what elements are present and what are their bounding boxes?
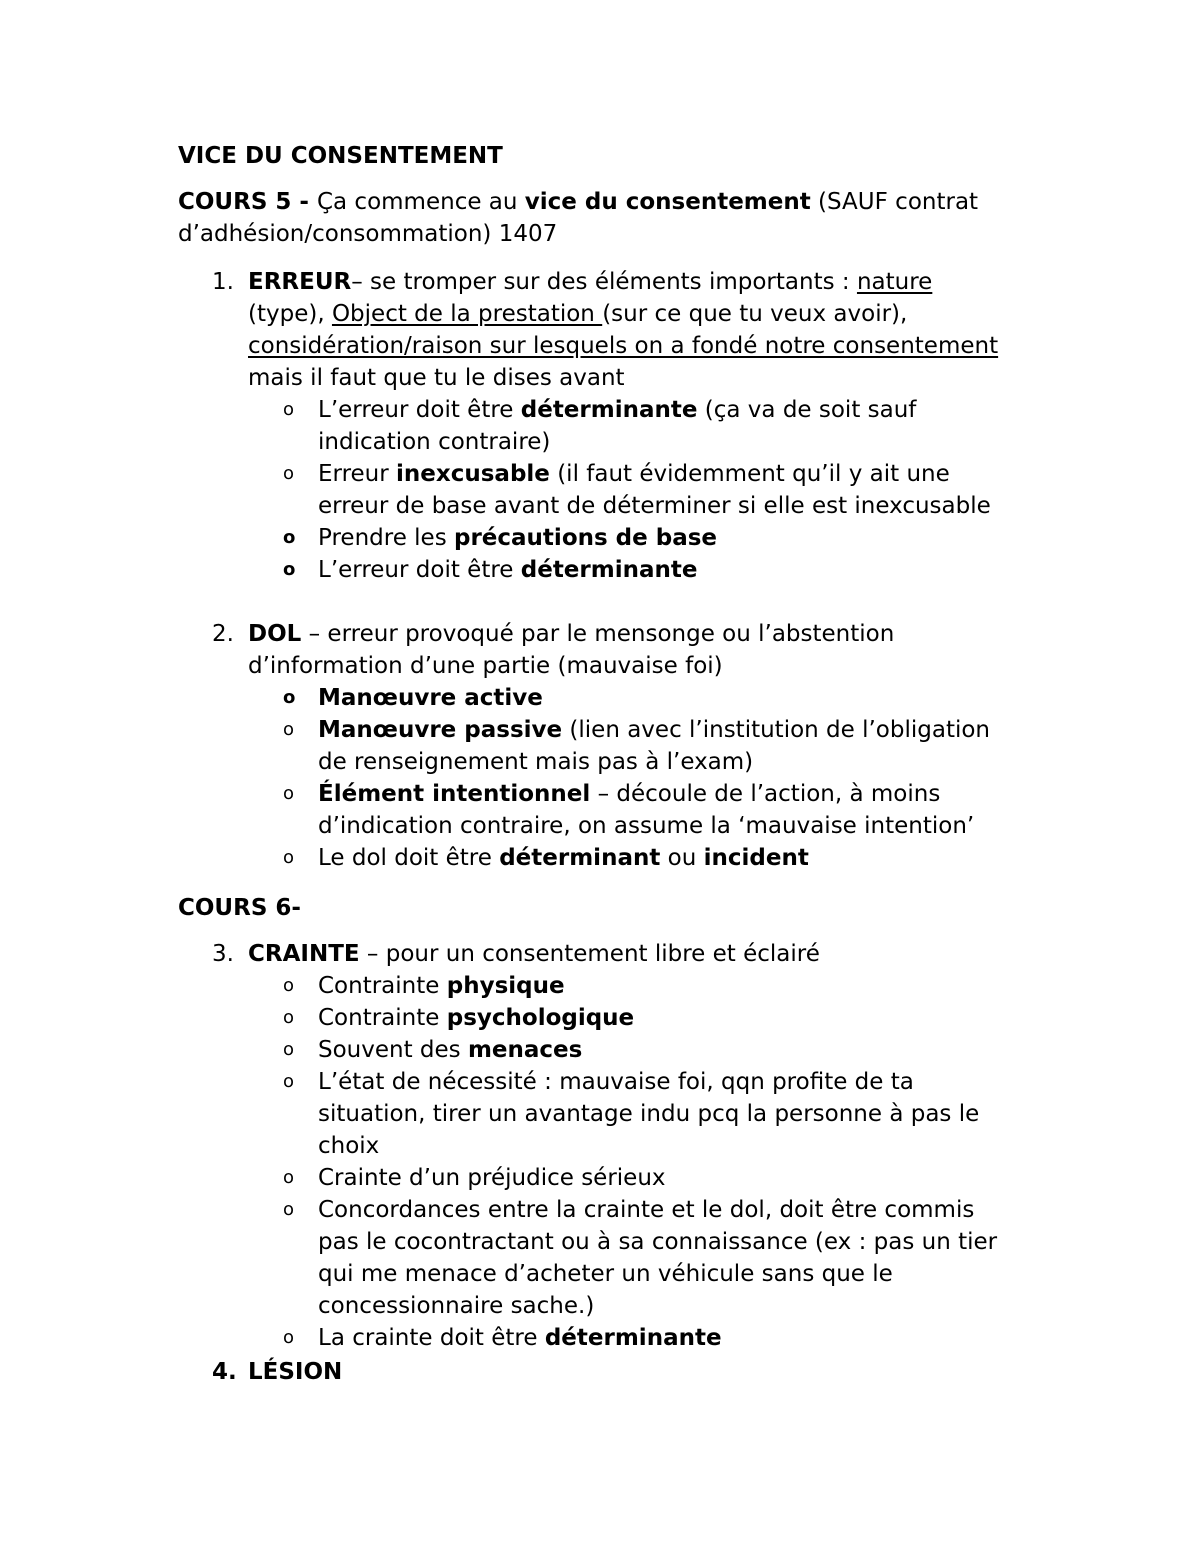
item-text: (type),: [248, 301, 332, 327]
sub-item: o Crainte d’un préjudice sérieux: [178, 1162, 1038, 1194]
bold-bullet-icon: o: [283, 687, 296, 708]
sub-item: o Contrainte physique: [178, 970, 1038, 1002]
sub-item: o L’erreur doit être déterminante: [178, 554, 1038, 586]
hollow-bullet-icon: o: [283, 399, 295, 420]
hollow-bullet-icon: o: [283, 783, 295, 804]
sub-item-continuation: indication contraire): [318, 429, 551, 455]
list-item-lesion: [178, 1356, 1038, 1388]
hollow-bullet-icon: o: [283, 1039, 295, 1060]
intro-text: Ça commence au: [316, 189, 525, 215]
document-page: [178, 140, 1038, 1388]
sub-item-continuation: situation, tirer un avantage indu pcq la personne à pas le: [318, 1101, 980, 1127]
sub-item-continuation: concessionnaire sache.): [318, 1293, 595, 1319]
cours5-label: COURS 5 -: [178, 189, 317, 215]
intro-text-2: (SAUF contrat: [810, 189, 979, 215]
underlined-text: considération/raison sur lesquels on a fondé notre consentement: [248, 333, 999, 359]
hollow-bullet-icon: o: [283, 1167, 295, 1188]
sub-item-continuation: de renseignement mais pas à l’exam): [318, 749, 754, 775]
sub-item-continuation: d’indication contraire, on assume la ‘mauvaise intention’: [318, 813, 975, 839]
sub-item: o Contrainte psychologique: [178, 1002, 1038, 1034]
hollow-bullet-icon: o: [283, 1007, 295, 1028]
item-text: – pour un consentement libre et éclairé: [359, 941, 820, 967]
item-heading: DOL: [248, 621, 302, 647]
cours6-heading: COURS 6-: [178, 895, 301, 921]
intro-line-2: d’adhésion/consommation) 1407: [178, 221, 558, 247]
list-item-dol: [178, 618, 1038, 874]
sub-item: o L’état de nécessité : mauvaise foi, qqn profite de ta: [178, 1066, 1038, 1098]
item-heading: CRAINTE: [248, 941, 360, 967]
sub-item: o L’erreur doit être déterminante (ça va de soit sauf: [178, 394, 1038, 426]
list-number: 3.: [212, 941, 234, 967]
intro-bold: vice du consentement: [524, 189, 811, 215]
item-text: d’information d’une partie (mauvaise foi): [248, 653, 723, 679]
underlined-text: nature: [856, 269, 933, 295]
bold-bullet-icon: o: [283, 527, 296, 548]
sub-item: o Manœuvre active: [178, 682, 1038, 714]
hollow-bullet-icon: o: [283, 847, 295, 868]
item-text: (sur ce que tu veux avoir),: [602, 301, 908, 327]
item-text: – se tromper sur des éléments importants :: [351, 269, 857, 295]
sub-item-continuation: qui me menace d’acheter un véhicule sans que le: [318, 1261, 893, 1287]
sub-item: o Concordances entre la crainte et le dol, doit être commis: [178, 1194, 1038, 1226]
hollow-bullet-icon: o: [283, 719, 295, 740]
bold-bullet-icon: o: [283, 559, 296, 580]
list-item-crainte: [178, 938, 1038, 1354]
item-text: – erreur provoqué par le mensonge ou l’abstention: [301, 621, 895, 647]
sub-item: o Souvent des menaces: [178, 1034, 1038, 1066]
sub-item: o Élément intentionnel – découle de l’action, à moins: [178, 778, 1038, 810]
intro-paragraph: [178, 186, 1038, 250]
hollow-bullet-icon: o: [283, 1327, 295, 1348]
list-number: 4.: [212, 1359, 237, 1385]
underlined-text: Object de la prestation: [331, 301, 603, 327]
item-heading: LÉSION: [248, 1359, 343, 1385]
sub-item: o Prendre les précautions de base: [178, 522, 1038, 554]
hollow-bullet-icon: o: [283, 463, 295, 484]
hollow-bullet-icon: o: [283, 975, 295, 996]
sub-item: o Le dol doit être déterminant ou incident: [178, 842, 1038, 874]
sub-item-continuation: choix: [318, 1133, 380, 1159]
sub-item-continuation: pas le cocontractant ou à sa connaissance (ex : pas un tier: [318, 1229, 998, 1255]
sub-item: o Erreur inexcusable (il faut évidemment qu’il y ait une: [178, 458, 1038, 490]
list-number: 2.: [212, 621, 234, 647]
hollow-bullet-icon: o: [283, 1071, 295, 1092]
list-number: 1.: [212, 269, 234, 295]
hollow-bullet-icon: o: [283, 1199, 295, 1220]
sub-item-continuation: erreur de base avant de déterminer si elle est inexcusable: [318, 493, 991, 519]
item-heading: ERREUR: [248, 269, 352, 295]
sub-item: o Manœuvre passive (lien avec l’institution de l’obligation: [178, 714, 1038, 746]
item-text: mais il faut que tu le dises avant: [248, 365, 625, 391]
list-item-erreur: [178, 266, 1038, 586]
sub-item: o La crainte doit être déterminante: [178, 1322, 1038, 1354]
document-title: VICE DU CONSENTEMENT: [178, 143, 503, 169]
